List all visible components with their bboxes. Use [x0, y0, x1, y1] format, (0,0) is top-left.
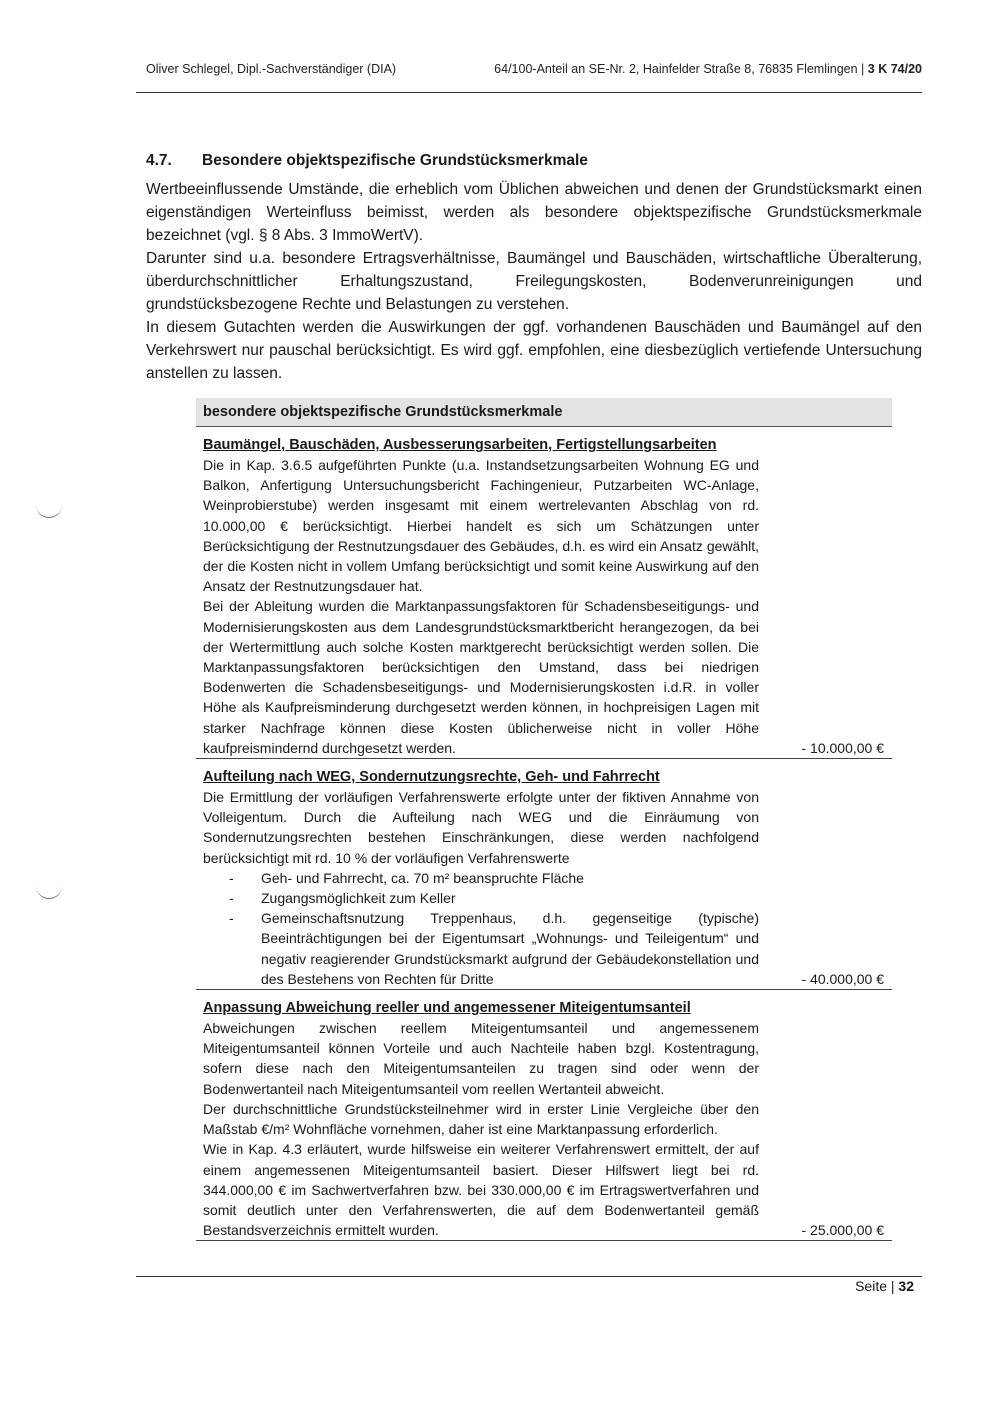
table-row	[196, 427, 892, 759]
row-description	[203, 998, 759, 1240]
intro-paragraph: In diesem Gutachten werden die Auswirkungen der ggf. vorhandenen Bauschäden und Baumängel auf den Verkehrswert nur pauschal berücksichtigt. Es wird ggf. empfohlen, eine diesbezüglich vertiefende Untersuchung anstellen zu lassen.	[146, 319, 922, 382]
row-amount: - 40.000,00 €	[801, 971, 884, 988]
row-paragraph: Die in Kap. 3.6.5 aufgeführten Punkte (u.a. Instandsetzungsarbeiten Wohnung EG und Balkon, Anfertigung Untersuchungsbericht Fachingenieur, Putzarbeiten WC-Anlage, Weinprobierstube) werden insgesamt mit einem wertrelevanten Abschlag von rd. 10.000,00 € berücksichtigt. Hierbei handelt es sich um Schätzungen unter Berücksichtigung der Restnutzungsdauer des Gebäudes, d.h. es wird ein Ansatz gewählt, der die Kosten nicht in vollem Umfang berücksichtigt und somit keine Auswirkung auf den Ansatz der Restnutzungsdauer hat.	[203, 457, 759, 595]
page-footer	[855, 1278, 914, 1294]
section-number: 4.7.	[146, 152, 172, 169]
row-paragraph: Abweichungen zwischen reellem Miteigentumsanteil und angemessenem Miteigentumsanteil können Vorteile und auch Nachteile haben bzgl. Kostentragung, sofern diese nach den Miteigentumsanteilen zu tragen sind oder wenn der Bodenwertanteil nach Miteigentumsanteil vom reellen Wertanteil abweicht.	[203, 1020, 759, 1097]
row-description	[203, 435, 759, 758]
punch-hole-mark	[36, 884, 62, 899]
punch-hole-mark	[36, 503, 62, 518]
header-author: Oliver Schlegel, Dipl.-Sachverständiger (DIA)	[146, 62, 397, 76]
table-row	[196, 990, 892, 1241]
row-amount: - 10.000,00 €	[801, 740, 884, 757]
row-bullet-list	[203, 868, 759, 989]
header-case-number: 3 K 74/20	[867, 62, 922, 76]
footer-divider	[136, 1276, 922, 1277]
header-property	[494, 62, 922, 76]
row-title: Anpassung Abweichung reeller und angemessener Miteigentumsanteil	[203, 1000, 691, 1017]
row-paragraph: Der durchschnittliche Grundstücksteilnehmer wird in erster Linie Vergleiche über den Maßstab €/m² Wohnfläche vornehmen, daher ist eine Marktanpassung erforderlich.	[203, 1100, 759, 1138]
list-item: - Geh- und Fahrrecht, ca. 70 m² beanspruchte Fläche	[229, 868, 759, 888]
header-property-text: 64/100-Anteil an SE-Nr. 2, Hainfelder Straße 8, 76835 Flemlingen |	[494, 62, 865, 76]
table-heading: besondere objektspezifische Grundstücksmerkmale	[196, 398, 892, 427]
row-description	[203, 767, 759, 989]
features-table	[196, 398, 892, 1241]
row-title: Baumängel, Bauschäden, Ausbesserungsarbeiten, Fertigstellungsarbeiten	[203, 437, 717, 453]
list-item: - Gemeinschaftsnutzung Treppenhaus, d.h. gegenseitige (typische) Beeinträchtigungen bei der Eigentumsart „Wohnungs- und Teileigentum“ und negativ reagierender Grundstücksmarkt aufgrund der Gebäudekonstellation und des Bestehens von Rechten für Dritte	[229, 908, 759, 989]
intro-paragraph: Wertbeeinflussende Umstände, die erheblich vom Üblichen abweichen und denen der Grundstücksmarkt einen eigenständigen Werteinfluss beimisst, werden als besondere objektspezifische Grundstücksmerkmale bezeichnet (vgl. § 8 Abs. 3 ImmoWertV).	[146, 181, 922, 244]
section-intro	[146, 178, 922, 385]
row-paragraph: Bei der Ableitung wurden die Marktanpassungsfaktoren für Schadensbeseitigungs- und Modernisierungskosten aus dem Landesgrundstücksmarktbericht herangezogen, da bei der Wertermittlung auch solche Kosten marktgerecht berücksichtigt werden sollen. Die Marktanpassungsfaktoren berücksichtigen den Umstand, dass bei niedrigen Bodenwerten die Schadensbeseitigungs- und Modernisierungskosten i.d.R. in voller Höhe als Kaufpreisminderung durchgesetzt werden können, in hochpreisigen Lagen mit starker Nachfrage können diese Kosten üblicherweise nicht in voller Höhe kaufpreismindernd durchgesetzt werden.	[203, 598, 759, 756]
page-label: Seite |	[855, 1278, 895, 1294]
row-amount: - 25.000,00 €	[801, 1222, 884, 1239]
row-title: Aufteilung nach WEG, Sondernutzungsrechte, Geh- und Fahrrecht	[203, 769, 660, 786]
intro-paragraph: Darunter sind u.a. besondere Ertragsverhältnisse, Baumängel und Bauschäden, wirtschaftliche Überalterung, überdurchschnittlicher Erhaltungszustand, Freilegungskosten, Bodenverunreinigungen und grundstücksbezogene Rechte und Belastungen zu verstehen.	[146, 250, 922, 313]
page-number: 32	[898, 1278, 914, 1294]
section-title: Besondere objektspezifische Grundstücksmerkmale	[202, 152, 588, 169]
row-paragraph: Die Ermittlung der vorläufigen Verfahrenswerte erfolgte unter der fiktiven Annahme von Volleigentum. Durch die Aufteilung nach WEG und die Einräumung von Sondernutzungsrechten bestehen Einschränkungen, diese werden nachfolgend berücksichtigt mit rd. 10 % der vorläufigen Verfahrenswerte	[203, 789, 759, 866]
section-heading	[146, 152, 588, 170]
list-item: - Zugangsmöglichkeit zum Keller	[229, 888, 759, 908]
header-divider	[136, 92, 922, 93]
table-row	[196, 759, 892, 990]
row-paragraph: Wie in Kap. 4.3 erläutert, wurde hilfsweise ein weiterer Verfahrenswert ermittelt, der auf einem angemessenen Miteigentumsanteil basiert. Dieser Hilfswert liegt bei rd. 344.000,00 € im Sachwertverfahren bzw. bei 330.000,00 € im Ertragswertverfahren und somit deutlich unter den Verfahrenswerten, die auf dem Bodenwertanteil gemäß Bestandsverzeichnis ermittelt wurden.	[203, 1141, 759, 1239]
